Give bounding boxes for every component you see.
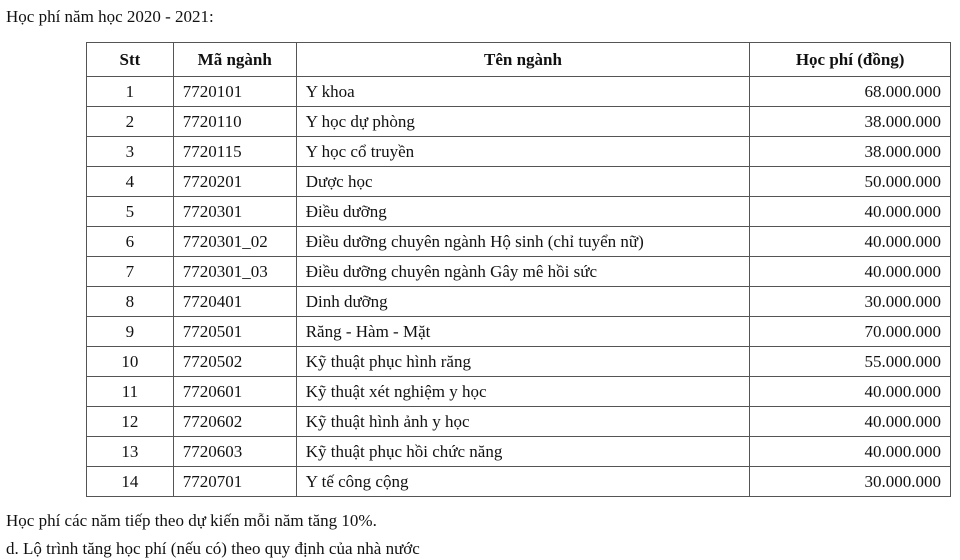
fee-cell: 40.000.000 (750, 197, 951, 227)
code-cell: 7720201 (173, 167, 296, 197)
header-name: Tên ngành (296, 43, 750, 77)
stt-cell: 13 (87, 437, 174, 467)
footnote: Học phí các năm tiếp theo dự kiến mỗi năm tăng 10%. (6, 511, 377, 530)
name-cell: Y khoa (296, 77, 750, 107)
stt-cell: 1 (87, 77, 174, 107)
stt-cell: 3 (87, 137, 174, 167)
cutoff-text: d. Lộ trình tăng học phí (nếu có) theo quy định của nhà nước (6, 539, 420, 558)
name-cell: Răng - Hàm - Mặt (296, 317, 750, 347)
fee-cell: 38.000.000 (750, 137, 951, 167)
name-cell: Dinh dưỡng (296, 287, 750, 317)
name-cell: Kỹ thuật phục hình răng (296, 347, 750, 377)
fee-cell: 38.000.000 (750, 107, 951, 137)
stt-cell: 10 (87, 347, 174, 377)
code-cell: 7720301_03 (173, 257, 296, 287)
code-cell: 7720601 (173, 377, 296, 407)
code-cell: 7720301 (173, 197, 296, 227)
table-header-row (87, 43, 951, 77)
code-cell: 7720110 (173, 107, 296, 137)
table-row (87, 347, 951, 377)
table-row (87, 317, 951, 347)
stt-cell: 8 (87, 287, 174, 317)
table-row (87, 467, 951, 497)
stt-cell: 12 (87, 407, 174, 437)
stt-cell: 9 (87, 317, 174, 347)
table-row (87, 407, 951, 437)
code-cell: 7720301_02 (173, 227, 296, 257)
code-cell: 7720701 (173, 467, 296, 497)
table-row (87, 227, 951, 257)
table-row (87, 437, 951, 467)
fee-cell: 30.000.000 (750, 287, 951, 317)
table-row (87, 107, 951, 137)
tuition-table (86, 42, 951, 497)
table-body (87, 77, 951, 497)
code-cell: 7720401 (173, 287, 296, 317)
fee-cell: 40.000.000 (750, 227, 951, 257)
header-stt: Stt (87, 43, 174, 77)
code-cell: 7720602 (173, 407, 296, 437)
fee-cell: 40.000.000 (750, 377, 951, 407)
stt-cell: 14 (87, 467, 174, 497)
name-cell: Điều dưỡng (296, 197, 750, 227)
table-row (87, 287, 951, 317)
name-cell: Y học cổ truyền (296, 137, 750, 167)
code-cell: 7720502 (173, 347, 296, 377)
fee-cell: 50.000.000 (750, 167, 951, 197)
code-cell: 7720101 (173, 77, 296, 107)
code-cell: 7720115 (173, 137, 296, 167)
name-cell: Kỹ thuật xét nghiệm y học (296, 377, 750, 407)
table-row (87, 377, 951, 407)
name-cell: Dược học (296, 167, 750, 197)
table-row (87, 167, 951, 197)
stt-cell: 5 (87, 197, 174, 227)
stt-cell: 6 (87, 227, 174, 257)
cutoff-line (6, 538, 526, 558)
table-row (87, 197, 951, 227)
fee-cell: 40.000.000 (750, 437, 951, 467)
fee-cell: 40.000.000 (750, 257, 951, 287)
stt-cell: 4 (87, 167, 174, 197)
header-fee: Học phí (đồng) (750, 43, 951, 77)
stt-cell: 2 (87, 107, 174, 137)
table-row (87, 257, 951, 287)
fee-cell: 70.000.000 (750, 317, 951, 347)
stt-cell: 7 (87, 257, 174, 287)
fee-cell: 55.000.000 (750, 347, 951, 377)
stt-cell: 11 (87, 377, 174, 407)
page-heading: Học phí năm học 2020 - 2021: (6, 7, 214, 26)
code-cell: 7720603 (173, 437, 296, 467)
fee-cell: 40.000.000 (750, 407, 951, 437)
name-cell: Kỹ thuật phục hồi chức năng (296, 437, 750, 467)
name-cell: Y học dự phòng (296, 107, 750, 137)
fee-cell: 30.000.000 (750, 467, 951, 497)
name-cell: Y tế công cộng (296, 467, 750, 497)
name-cell: Điều dưỡng chuyên ngành Hộ sinh (chỉ tuyển nữ) (296, 227, 750, 257)
table-row (87, 137, 951, 167)
code-cell: 7720501 (173, 317, 296, 347)
name-cell: Kỹ thuật hình ảnh y học (296, 407, 750, 437)
header-code: Mã ngành (173, 43, 296, 77)
table-row (87, 77, 951, 107)
fee-cell: 68.000.000 (750, 77, 951, 107)
name-cell: Điều dưỡng chuyên ngành Gây mê hồi sức (296, 257, 750, 287)
